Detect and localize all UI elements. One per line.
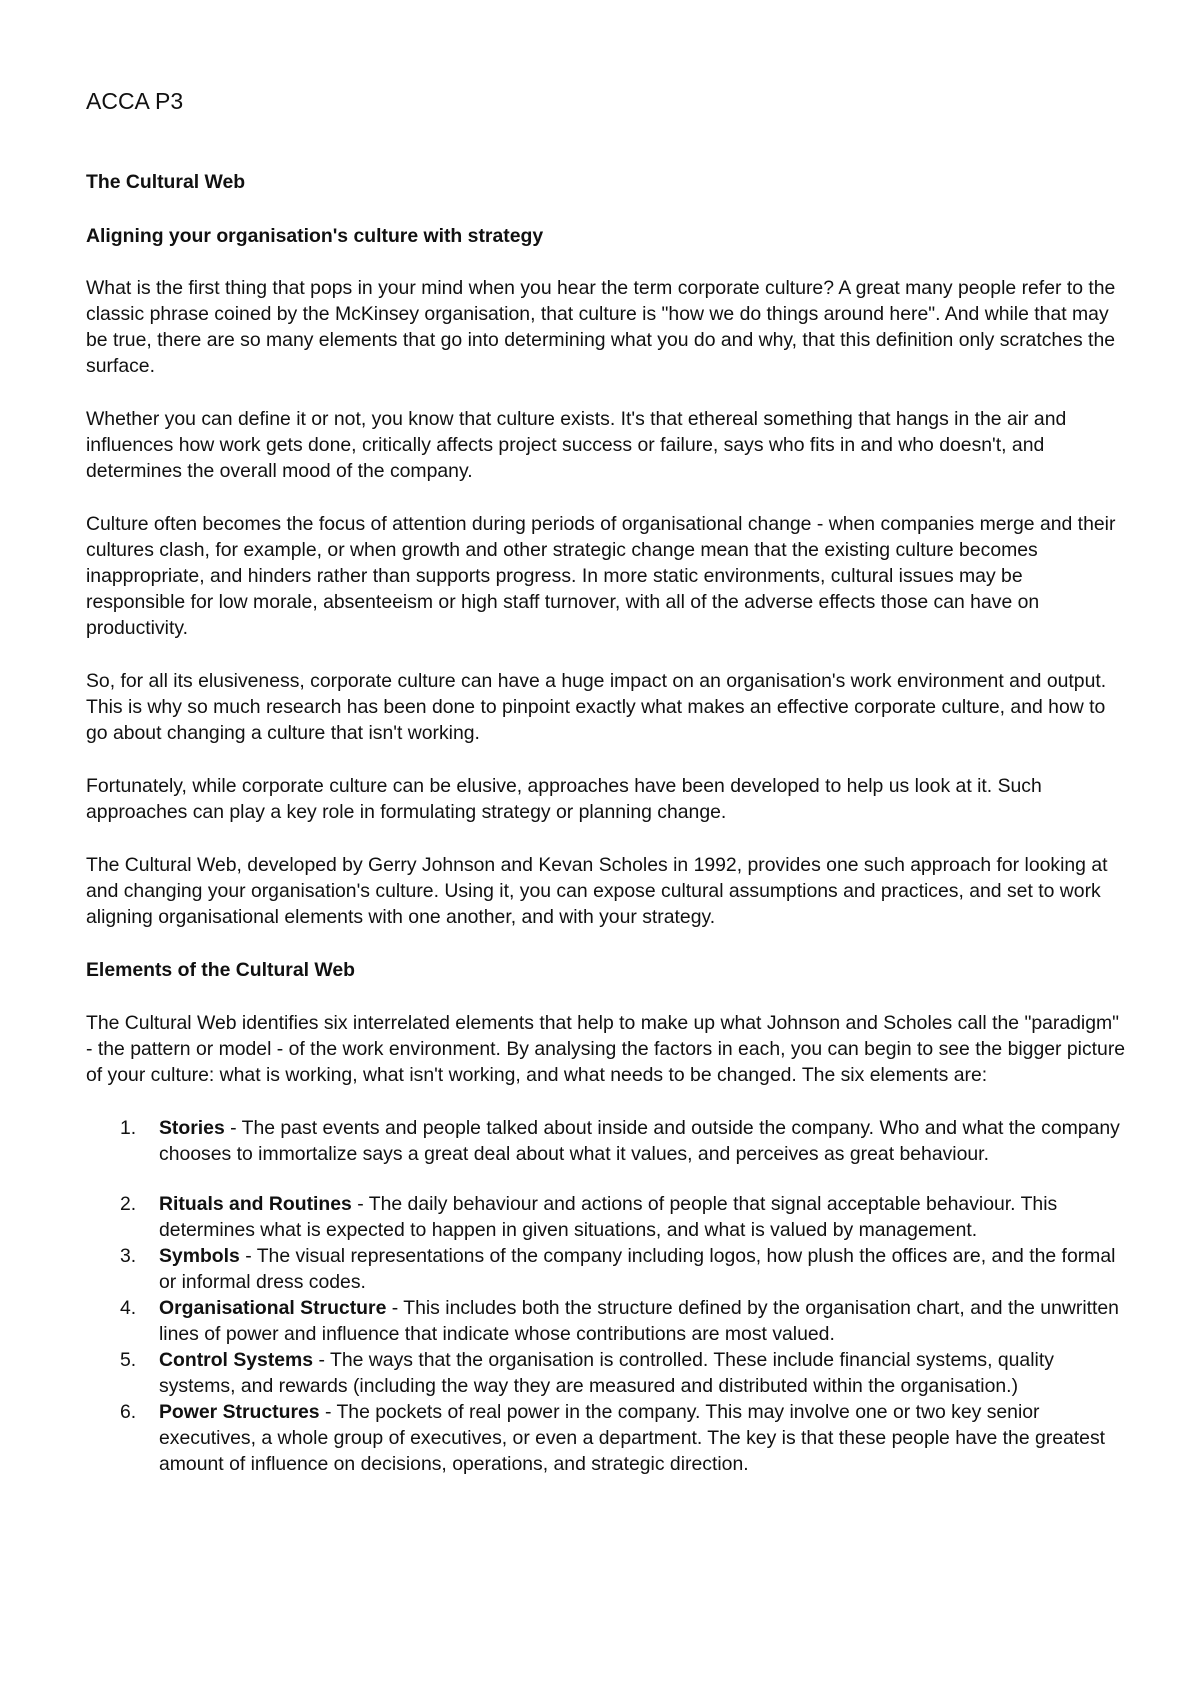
list-item-term: Symbols bbox=[159, 1245, 240, 1267]
list-item-text: - The ways that the organisation is controlled. These include financial systems, quality systems, and rewards (including the way they are measured and distributed within the organisation.) bbox=[159, 1349, 1054, 1397]
list-item bbox=[86, 1399, 1126, 1477]
section-heading: The Cultural Web bbox=[86, 171, 246, 193]
list-item bbox=[86, 1115, 1126, 1167]
document-page bbox=[86, 86, 1126, 1477]
list-item-term: Organisational Structure bbox=[159, 1297, 387, 1319]
section-subheading: Aligning your organisation's culture with strategy bbox=[86, 225, 544, 247]
list-item-number: 2. bbox=[120, 1193, 137, 1215]
list-item-number: 1. bbox=[120, 1117, 137, 1139]
elements-intro: The Cultural Web identifies six interrelated elements that help to make up what Johnson and Scholes call the "paradigm" - the pattern or model - of the work environment. By analysing the factors in each, you can begin to see the bigger picture of your culture: what is working, what isn't working, and what needs to be changed. The six elements are: bbox=[86, 1012, 1126, 1086]
paragraph: Culture often becomes the focus of attention during periods of organisational change - when companies merge and their cultures clash, for example, or when growth and other strategic change mean that the existing culture becomes inappropriate, and hinders rather than supports progress. In more static environments, cultural issues may be responsible for low morale, absenteeism or high staff turnover, with all of the adverse effects those can have on productivity. bbox=[86, 513, 1116, 639]
list-item-text: - This includes both the structure defined by the organisation chart, and the unwritten lines of power and influence that indicate whose contributions are most valued. bbox=[159, 1297, 1119, 1345]
list-item-term: Rituals and Routines bbox=[159, 1193, 352, 1215]
list-item-text: - The pockets of real power in the company. This may involve one or two key senior executives, a whole group of executives, or even a department. The key is that these people have the greatest amount of influence on decisions, operations, and strategic direction. bbox=[159, 1401, 1106, 1475]
paragraph: What is the first thing that pops in your mind when you hear the term corporate culture? A great many people refer to the classic phrase coined by the McKinsey organisation, that culture is "how we do things around here". And while that may be true, there are so many elements that go into determining what you do and why, that this definition only scratches the surface. bbox=[86, 277, 1116, 377]
list-item-term: Control Systems bbox=[159, 1349, 314, 1371]
list-item-term: Power Structures bbox=[159, 1401, 320, 1423]
list-item bbox=[86, 1347, 1126, 1399]
list-item-term: Stories bbox=[159, 1117, 225, 1139]
list-item-text: - The daily behaviour and actions of people that signal acceptable behaviour. This determines what is expected to happen in given situations, and what is valued by management. bbox=[159, 1193, 1058, 1241]
paragraph: So, for all its elusiveness, corporate culture can have a huge impact on an organisation's work environment and output. This is why so much research has been done to pinpoint exactly what makes an effective corporate culture, and how to go about changing a culture that isn't working. bbox=[86, 670, 1107, 744]
document-title: ACCA P3 bbox=[86, 88, 184, 114]
list-item bbox=[86, 1243, 1126, 1295]
paragraph: The Cultural Web, developed by Gerry Johnson and Kevan Scholes in 1992, provides one such approach for looking at and changing your organisation's culture. Using it, you can expose cultural assumptions and practices, and set to work aligning organisational elements with one another, and with your strategy. bbox=[86, 854, 1108, 928]
paragraph: Fortunately, while corporate culture can be elusive, approaches have been developed to help us look at it. Such approaches can play a key role in formulating strategy or planning change. bbox=[86, 775, 1042, 823]
list-item bbox=[86, 1295, 1126, 1347]
list-item bbox=[86, 1191, 1126, 1243]
list-item-number: 4. bbox=[120, 1297, 137, 1319]
elements-list bbox=[86, 1115, 1126, 1477]
list-item-text: - The past events and people talked about inside and outside the company. Who and what the company chooses to immortalize says a great deal about what it values, and perceives as great behaviour. bbox=[159, 1117, 1120, 1165]
list-item-number: 5. bbox=[120, 1349, 137, 1371]
list-item-number: 6. bbox=[120, 1401, 137, 1423]
list-item-number: 3. bbox=[120, 1245, 137, 1267]
elements-heading: Elements of the Cultural Web bbox=[86, 959, 355, 981]
paragraph: Whether you can define it or not, you know that culture exists. It's that ethereal something that hangs in the air and influences how work gets done, critically affects project success or failure, says who fits in and who doesn't, and determines the overall mood of the company. bbox=[86, 408, 1067, 482]
list-item-text: - The visual representations of the company including logos, how plush the offices are, and the formal or informal dress codes. bbox=[159, 1245, 1116, 1293]
